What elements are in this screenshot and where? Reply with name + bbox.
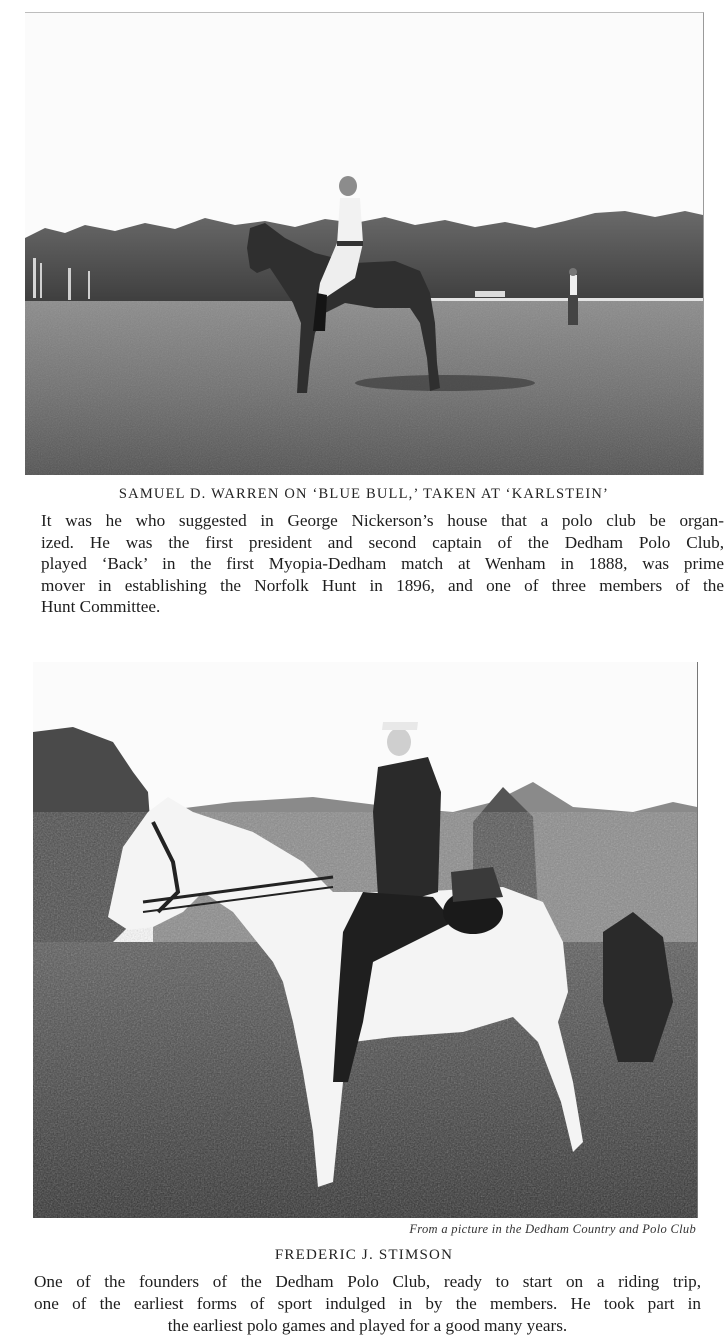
figure1-caption-title: SAMUEL D. WARREN ON ‘BLUE BULL,’ TAKEN AT ‘KARLSTEIN’ bbox=[118, 486, 610, 502]
caption-line: Hunt Committee. bbox=[41, 597, 161, 616]
photo-samuel-warren-on-blue-bull bbox=[25, 12, 704, 475]
figure1-caption-body bbox=[41, 510, 724, 618]
caption-line: played ‘Back’ in the first Myopia-Dedham match at Wenham in 1888, was prime bbox=[41, 554, 724, 573]
caption-line: mover in establishing the Norfolk Hunt in 1896, and one of three members of the bbox=[41, 575, 724, 595]
figure2-caption-title: FREDERIC J. STIMSON bbox=[274, 1247, 454, 1263]
caption-line: ized. He was the first president and second captain of the Dedham Polo Club, bbox=[41, 532, 724, 552]
caption-line: It was he who suggested in George Nickerson’s house that a polo club be organ- bbox=[41, 511, 724, 530]
photo-credit: From a picture in the Dedham Country and Polo Club bbox=[409, 1222, 696, 1236]
photo-illustration bbox=[33, 662, 697, 1218]
photo-frederic-stimson-on-white-horse bbox=[33, 662, 698, 1218]
caption-line: the earliest polo games and played for a good many years. bbox=[167, 1316, 568, 1335]
caption-line: one of the earliest forms of sport indulged in by the members. He took part in bbox=[34, 1294, 701, 1313]
photo-illustration bbox=[25, 13, 703, 475]
caption-line: One of the founders of the Dedham Polo Club, ready to start on a riding trip, bbox=[34, 1272, 701, 1291]
figure2-caption-body bbox=[34, 1271, 701, 1337]
